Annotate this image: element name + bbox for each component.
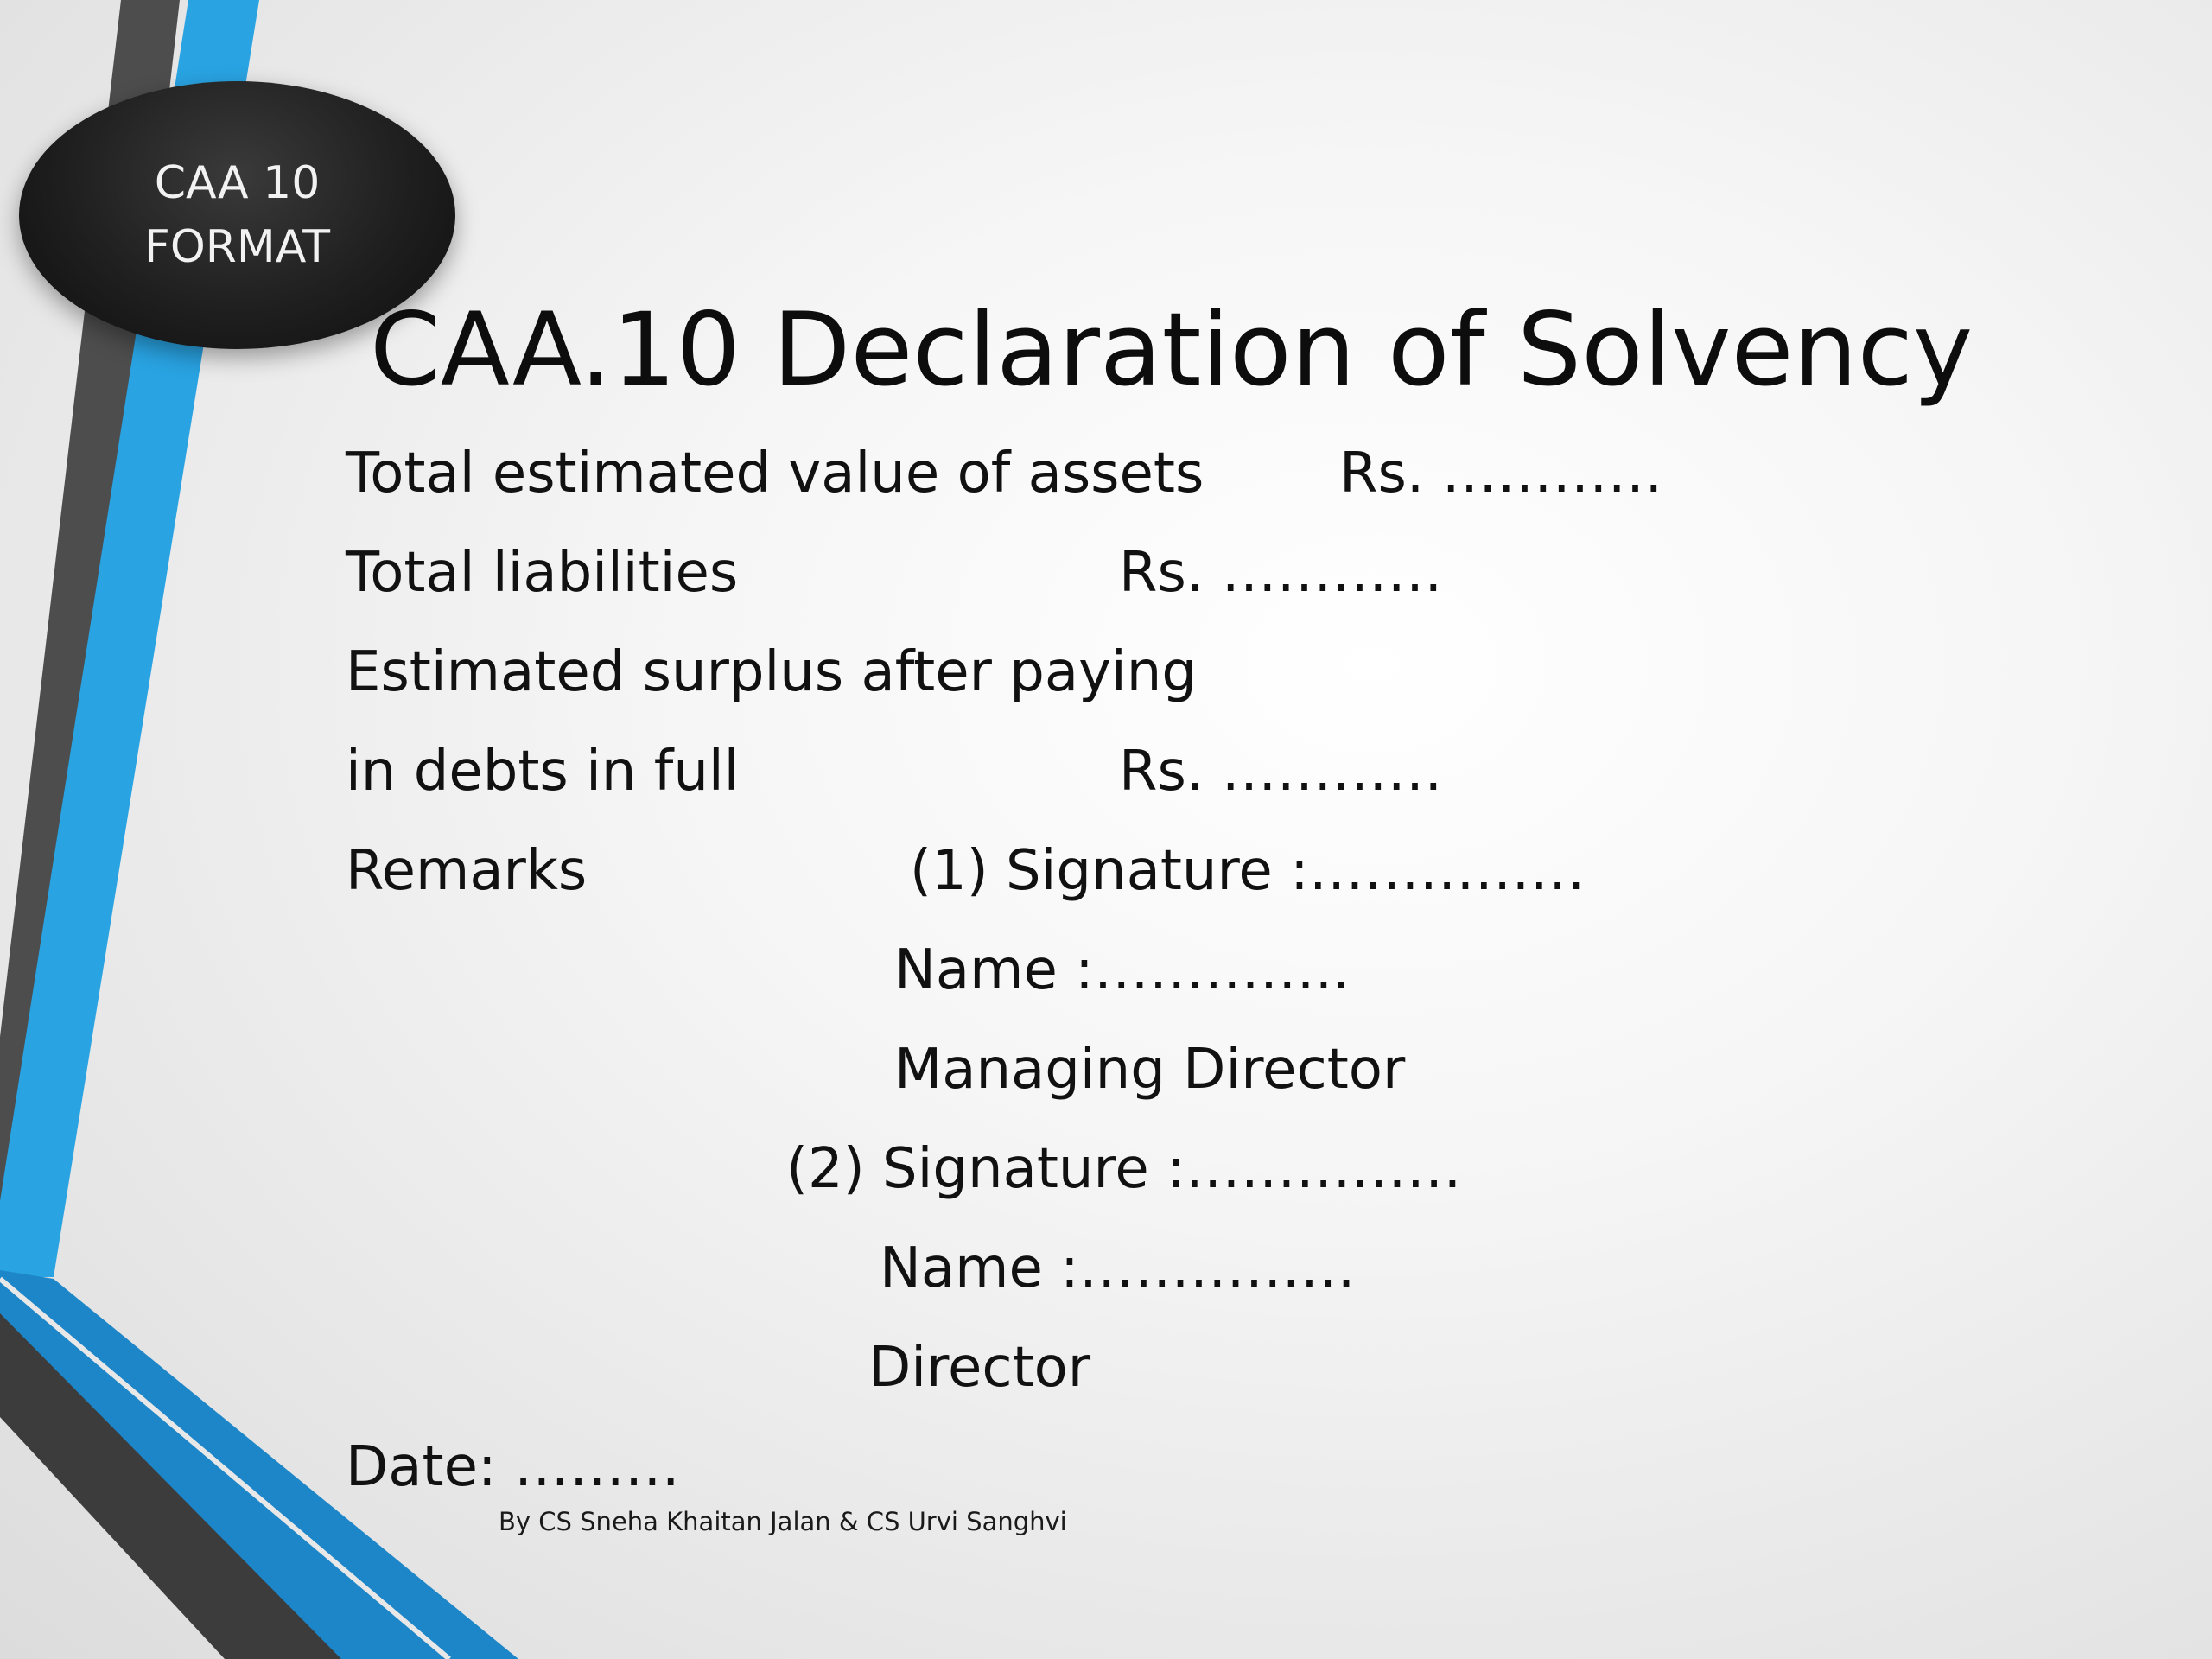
signature-1-field: (1) Signature :…………… [910,839,1586,903]
name-1-field: Name :………….. [894,938,1351,1002]
assets-value: Rs. ………… [1339,442,1663,505]
liabilities-label: Total liabilities [346,541,739,605]
page-title: CAA.10 Declaration of Solvency [370,290,1974,409]
author-credit: By CS Sneha Khaitan Jalan & CS Urvi Sanghvi [499,1507,1067,1536]
remarks-label: Remarks [346,839,588,903]
surplus-label-line-1: Estimated surplus after paying [346,640,1197,704]
assets-label: Total estimated value of assets [346,442,1205,505]
name-2-field: Name :…………… [880,1236,1356,1300]
surplus-value: Rs. ………… [1119,740,1443,804]
badge-line-2: FORMAT [143,221,331,273]
badge-line-1: CAA 10 [154,157,321,209]
surplus-label-line-2: in debts in full [346,740,740,804]
signature-2-field: (2) Signature :…………… [786,1137,1462,1201]
liabilities-value: Rs. ………… [1119,541,1443,605]
role-1-label: Managing Director [894,1038,1406,1102]
date-field: Date: ……… [346,1435,680,1499]
role-2-label: Director [868,1336,1091,1400]
